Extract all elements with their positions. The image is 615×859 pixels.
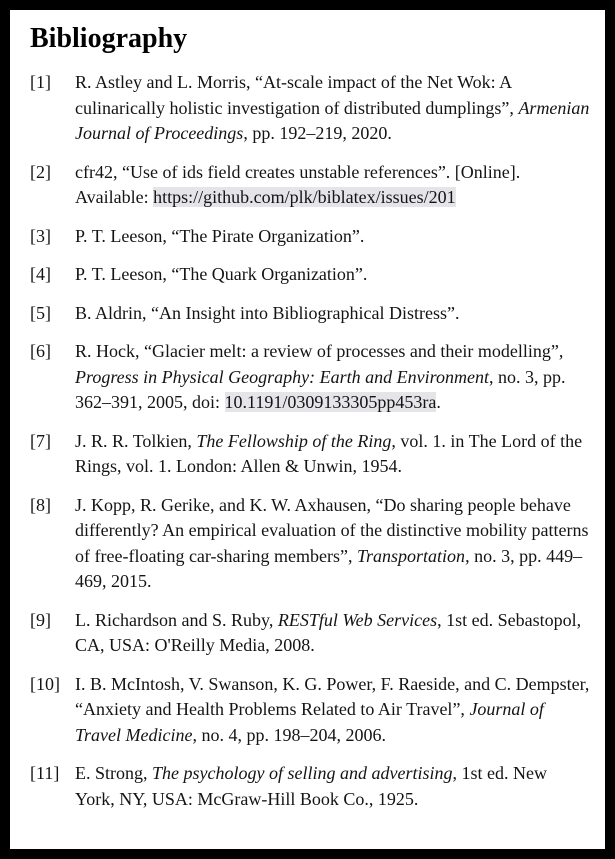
reference-text-segment: B. Aldrin, “An Insight into Bibliographical Distress”. [75, 302, 460, 323]
reference-item [30, 301, 590, 327]
page-title: Bibliography [30, 23, 188, 54]
reference-text-segment: , no. 3, pp. 362–391, 2005, doi: [75, 366, 566, 413]
reference-text-segment: Journal of Travel Medicine [75, 699, 544, 745]
reference-text-segment: RESTful Web Services [277, 609, 438, 630]
reference-number: [10] [30, 673, 60, 694]
reference-item [30, 160, 590, 211]
reference-item [30, 761, 590, 812]
reference-text-segment: E. Strong, [75, 763, 153, 784]
reference-text-segment: R. Hock, “Glacier melt: a review of processes and their modelling”, [75, 341, 564, 362]
reference-list [30, 70, 590, 812]
reference-text [75, 339, 590, 416]
reference-text-segment: , no. 3, pp. 449–469, 2015. [75, 545, 583, 592]
reference-text-segment: The psychology of selling and advertising [152, 763, 453, 784]
reference-item [30, 672, 590, 749]
reference-text-segment: , pp. 192–219, 2020. [243, 123, 392, 144]
reference-item [30, 262, 590, 288]
reference-number: [11] [30, 763, 60, 784]
reference-text [75, 262, 590, 288]
reference-text [75, 493, 590, 595]
reference-text-segment: . [436, 392, 441, 413]
reference-item [30, 224, 590, 250]
reference-text-segment: , 1st ed. New York, NY, USA: McGraw-Hill Book Co., 1925. [75, 763, 547, 809]
reference-number: [6] [30, 341, 51, 362]
reference-number: [2] [30, 161, 51, 182]
reference-item [30, 339, 590, 416]
reference-item [30, 493, 590, 595]
reference-text-segment: P. T. Leeson, “The Pirate Organization”. [75, 225, 365, 246]
bibliography-page [10, 10, 605, 849]
reference-item [30, 70, 590, 147]
reference-text-segment: cfr42, “Use of ids field creates unstable references”. [Online]. Available: [75, 161, 521, 208]
reference-text-segment: R. Astley and L. Morris, “At-scale impact of the Net Wok: A culinarically holistic investigation of distributed dumplings”, [75, 72, 519, 118]
reference-number: [3] [30, 225, 51, 246]
reference-link[interactable]: https://github.com/plk/biblatex/issues/201 [153, 187, 456, 208]
reference-number: [1] [30, 72, 51, 93]
reference-link[interactable]: 10.1191/0309133305pp453ra [224, 392, 437, 413]
reference-text-segment: J. Kopp, R. Gerike, and K. W. Axhausen, “Do sharing people behave differently? An empirical evaluation of the distinctive mobility patterns of free-floating car-sharing members”, [75, 494, 589, 566]
reference-text [75, 224, 590, 250]
reference-text [75, 301, 590, 327]
reference-text [75, 608, 590, 659]
reference-text-segment: P. T. Leeson, “The Quark Organization”. [75, 264, 368, 285]
reference-number: [9] [30, 609, 51, 630]
reference-number: [7] [30, 430, 51, 451]
reference-text-segment: Transportation [357, 545, 466, 566]
reference-text [75, 160, 590, 211]
reference-text-segment: J. R. R. Tolkien, [75, 430, 197, 451]
reference-text-segment: The Fellowship of the Ring [196, 430, 392, 451]
reference-text-segment: , 1st ed. Sebastopol, CA, USA: O'Reilly Media, 2008. [75, 609, 582, 656]
reference-text-segment: , no. 4, pp. 198–204, 2006. [192, 724, 386, 745]
reference-item [30, 608, 590, 659]
reference-text [75, 672, 590, 749]
reference-number: [4] [30, 264, 51, 285]
reference-number: [5] [30, 302, 51, 323]
reference-text [75, 761, 590, 812]
reference-text-segment: , vol. 1. in The Lord of the Rings, vol. 1. London: Allen & Unwin, 1954. [75, 430, 583, 477]
reference-text [75, 70, 590, 147]
reference-text-segment: I. B. McIntosh, V. Swanson, K. G. Power, F. Raeside, and C. Dempster, “Anxiety and Health Problems Related to Air Travel”, [75, 673, 590, 720]
reference-text-segment: Armenian Journal of Proceedings [75, 97, 590, 144]
reference-number: [8] [30, 494, 51, 515]
reference-item [30, 429, 590, 480]
reference-text [75, 429, 590, 480]
reference-text-segment: L. Richardson and S. Ruby, [75, 609, 278, 630]
reference-text-segment: Progress in Physical Geography: Earth and Environment [75, 366, 489, 387]
